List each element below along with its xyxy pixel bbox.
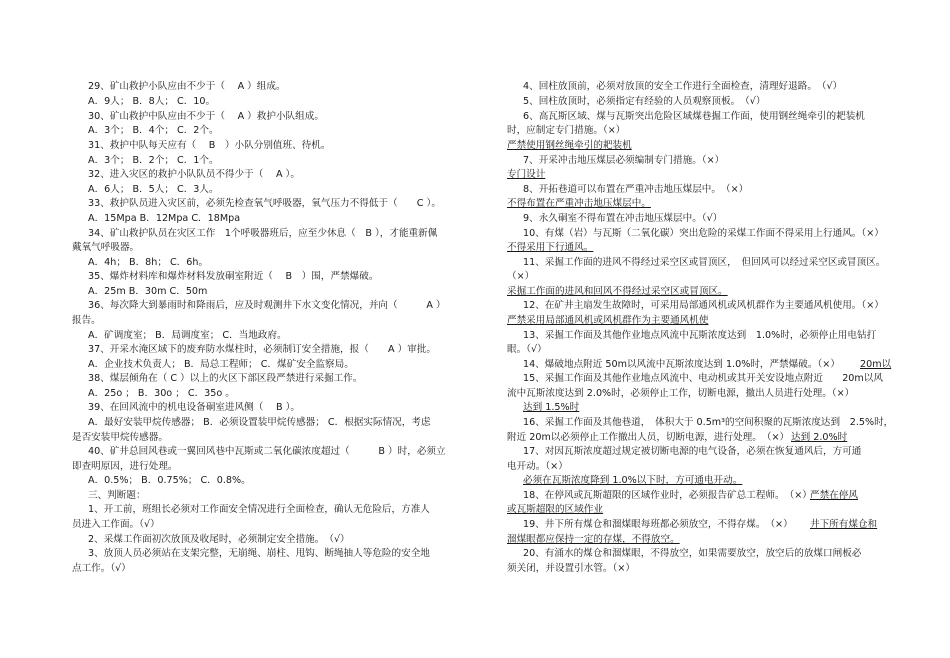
judge-17-cont: 电开动。（×） <box>507 461 568 472</box>
correction-17: 必须在瓦斯浓度降到 1.0%以下时，方可通电开动。 <box>523 475 743 486</box>
question-34: 34、矿山救护队员在灾区工作 1个呼吸器班后，应至少休息（ B ），才能重新佩 <box>88 228 438 239</box>
correction-18-cont: 或瓦斯超限的区域作业 <box>507 504 603 515</box>
correction-19-cont: 溜煤眼都应保持一定的存煤，不得放空。 <box>507 534 680 545</box>
judge-16-cont: 附近 20m以必须停止工作撤出人员，切断电源，进行处理。 （×） <box>507 432 790 443</box>
judge-6: 6、高瓦斯区域、煤与瓦斯突出危险区域煤巷掘工作面，使用钢丝绳牵引的耙装机 <box>523 111 865 122</box>
judge-11-cont: （×） <box>507 271 535 282</box>
correction-11: 采掘工作面的进风和回风不得经过采空区或冒顶区。 <box>507 286 728 297</box>
judge-8: 8、开拓巷道可以布置在严重冲击地压煤层中。 （×） <box>523 184 749 195</box>
question-37: 37、开采水淹区域下的废弃防水煤柱时，必须制订安全措施，报（ A ）审批。 <box>88 344 437 355</box>
judge-2: 2、采煤工作面初次放顶及收尾时，必须制定安全措施。 （√） <box>88 534 350 545</box>
judge-1-cont: 员进入工作面。（√） <box>72 519 160 530</box>
judge-4: 4、回柱放顶前，必须对放顶的安全工作进行全面检查，清理好退路。 （√） <box>523 81 843 92</box>
options-30: A．3个； B．4个； C．2个。 <box>88 125 219 136</box>
options-36: A．矿调度室； B．局调度室； C．当地政府。 <box>88 330 287 341</box>
judge-18: 18、在停风或瓦斯超限的区域作业时，必须报告矿总工程师。 （×） <box>523 490 812 501</box>
options-29: A．9人； B．8人； C．10。 <box>88 96 216 107</box>
judge-7: 7、开采冲击地压煤层必须编制专门措施。（×） <box>523 155 725 166</box>
question-34-cont: 戴氧气呼吸器。 <box>72 242 140 253</box>
correction-7: 专门设计 <box>507 169 546 180</box>
correction-18: 严禁在停风 <box>810 490 858 501</box>
judge-14: 14、爆破地点附近 50m以风流中瓦斯浓度达到 1.0%时，严禁爆破。（×） <box>523 359 840 370</box>
correction-14: 20m以 <box>860 359 892 370</box>
judge-5: 5、回柱放顶时，必须指定有经验的人员观察顶板。 （√） <box>523 96 766 107</box>
judge-9: 9、永久硐室不得布置在冲击地压煤层中。（√） <box>523 213 723 224</box>
question-40: 40、矿井总回风巷或一翼回风巷中瓦斯或二氧化碳浓度超过（ B ）时，必须立 <box>88 446 446 457</box>
correction-10: 不得采用下行通风。 <box>507 242 594 253</box>
correction-12: 严禁采用局部通风机或风机群作为主要通风机使 <box>507 315 709 326</box>
judge-15-cont: 流中瓦斯浓度达到 2.0%时，必须停止工作，切断电源，撤出人员进行处理。（×） <box>507 388 855 399</box>
question-39: 39、在回风流中的机电设备硐室进风侧（ B ）。 <box>88 402 300 413</box>
judge-20-cont: 须关闭，并设置引水管。（×） <box>507 563 635 574</box>
judge-3-cont: 点工作。（√） <box>72 563 131 574</box>
correction-15: 达到 1.5%时 <box>523 402 580 413</box>
question-32: 32、进入灾区的救护小队队员不得少于（ A ）。 <box>88 169 300 180</box>
question-40-cont: 即查明原因，进行处理。 <box>72 461 178 472</box>
options-33: A．15Mpa B．12Mpa C．18Mpa <box>88 213 241 224</box>
judge-11: 11、采掘工作面的进风不得经过采空区或冒顶区， 但回风可以经过采空区或冒顶区。 <box>523 257 886 268</box>
options-34: A．4h； B．8h； C．6h。 <box>88 257 209 268</box>
question-38: 38、煤层倾角在（ C ）以上的火区下部区段严禁进行采掘工作。 <box>88 373 363 384</box>
judge-20: 20、有涌水的煤仓和溜煤眼，不得放空，如果需要放空，放空后的放煤口闸板必 <box>523 548 862 559</box>
correction-8: 不得布置在严重冲击地压煤层中。 <box>507 198 651 209</box>
judge-13: 13、采掘工作面及其他作业地点风流中瓦斯浓度达到 1.0%时，必须停止用电钻打 <box>523 330 877 341</box>
judge-3: 3、放顶人员必须站在支架完整，无崩绳、崩柱、甩钩、断绳抽人等危险的安全地 <box>88 548 430 559</box>
question-30: 30、矿山救护中队应由不少于（ A ）救护小队组成。 <box>88 111 324 122</box>
question-29: 29、矿山救护小队应由不少于（ A ）组成。 <box>88 81 286 92</box>
judge-1: 1、开工前，班组长必须对工作面安全情况进行全面检查，确认无危险后，方准人 <box>88 504 430 515</box>
question-36: 36、每次降大到暴雨时和降雨后，应及时观测井下水文变化情况，并向（ A ） <box>88 300 446 311</box>
judge-16: 16、采掘工作面及其他巷道， 体积大于 0.5m³的空间积聚的瓦斯浓度达到 2.5%时， <box>523 417 894 428</box>
options-39-cont: 是否安装甲烷传感器。 <box>72 432 168 443</box>
question-36-cont: 报告。 <box>72 315 101 326</box>
options-40: A．0.5%； B．0.75%； C．0.8%。 <box>88 475 251 486</box>
correction-16: 达到 2.0%时 <box>791 432 848 443</box>
section-heading: 三、判断题： <box>88 490 146 501</box>
judge-13-cont: 眼。（√） <box>507 344 547 355</box>
judge-19: 19、井下所有煤仓和溜煤眼每班都必须放空，不得存煤。 （×） <box>523 519 793 530</box>
judge-15: 15、采掘工作面及其他作业地点风流中、电动机或其开关安设地点附近 20m以风 <box>523 373 883 384</box>
options-31: A．3个； B．2个； C．1个。 <box>88 155 219 166</box>
judge-10: 10、有煤（岩）与瓦斯（二氧化碳）突出危险的采煤工作面不得采用上行通风。（×） <box>523 228 884 239</box>
judge-6-cont: 时，应制定专门措施。（×） <box>507 125 626 136</box>
correction-19: 井下所有煤仓和 <box>810 519 878 530</box>
judge-17: 17、对因瓦斯浓度超过规定被切断电源的电气设备，必须在恢复通风后，方可通 <box>523 446 862 457</box>
question-31: 31、救护中队每天应有（ B ）小队分别值班、待机。 <box>88 140 331 151</box>
options-37: A．企业技术负责人； B．局总工程师； C．煤矿安全监察局。 <box>88 359 354 370</box>
correction-6: 严禁使用钢丝绳牵引的耙装机 <box>507 140 632 151</box>
options-39: A．最好安装甲烷传感器； B．必须设置装甲烷传感器； C．根据实际情况，考虑 <box>88 417 431 428</box>
question-33: 33、救护队员进入灾区前，必须先检查氧气呼吸器，氧气压力不得低于（ C ）。 <box>88 198 441 209</box>
judge-12: 12、在矿井主扇发生故障时，可采用局部通风机或风机群作为主要通风机使用。（×） <box>523 300 884 311</box>
options-38: A．25o ； B．30o ； C．35o 。 <box>88 388 235 399</box>
question-35: 35、爆炸材料库和爆炸材料发放硐室附近（ B ）围，严禁爆破。 <box>88 271 379 282</box>
options-35: A．25m B．30m C．50m <box>88 286 208 297</box>
options-32: A．6人； B．5人； C．3人。 <box>88 184 219 195</box>
